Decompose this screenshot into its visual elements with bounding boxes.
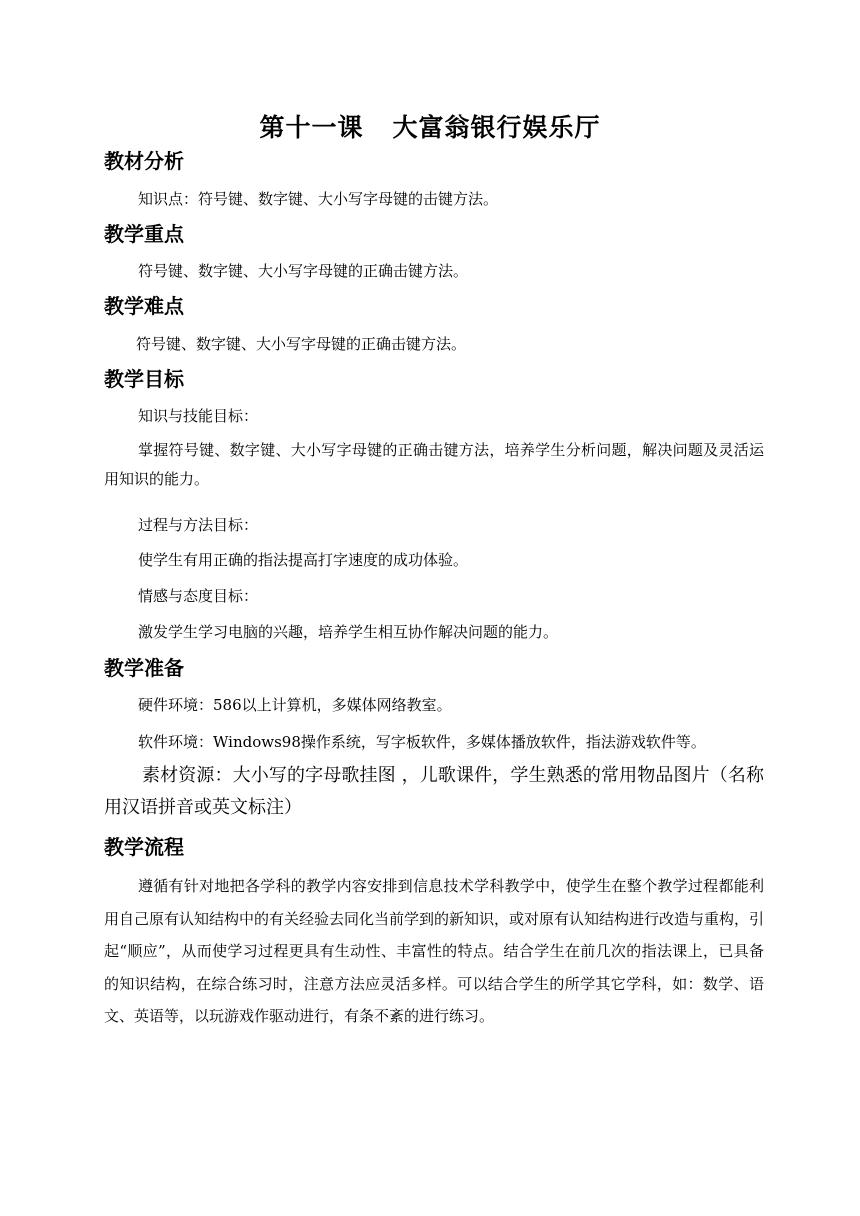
preparation-software: 软件环境：Windows98操作系统，写字板软件，多媒体播放软件，指法游戏软件等。 xyxy=(138,733,706,751)
key-points-text: 符号键、数字键、大小写字母键的正确击键方法。 xyxy=(138,262,469,280)
heading-flow: 教学流程 xyxy=(104,835,184,859)
goals-process-label: 过程与方法目标： xyxy=(138,516,259,534)
lesson-title: 第十一课 大富翁银行娱乐厅 xyxy=(259,113,601,142)
goals-knowledge-label: 知识与技能目标： xyxy=(138,407,259,425)
goals-knowledge-text: 掌握符号键、数字键、大小写字母键的正确击键方法，培养学生分析问题，解决问题及灵活运用知识的能力。 xyxy=(104,441,764,488)
analysis-text: 知识点：符号键、数字键、大小写字母键的击键方法。 xyxy=(138,190,499,208)
goals-emotion-label: 情感与态度目标： xyxy=(138,587,259,605)
heading-key-points: 教学重点 xyxy=(104,222,184,246)
goals-process-text: 使学生有用正确的指法提高打字速度的成功体验。 xyxy=(138,551,469,569)
preparation-materials: 素材资源：大小写的字母歌挂图 ，儿歌课件，学生熟悉的常用物品图片（名称用汉语拼音或英文标注） xyxy=(104,765,764,818)
heading-preparation: 教学准备 xyxy=(104,656,184,680)
flow-text: 遵循有针对地把各学科的教学内容安排到信息技术学科教学中，使学生在整个教学过程都能利用自己原有认知结构中的有关经验去同化当前学到的新知识，或对原有认知结构进行改造与重构，引起“顺应”，从而使学习过程更具有生动性、丰富性的特点。结合学生在前几次的指法课上，已具备的知识结构，在综合练习时，注意方法应灵活多样。可以结合学生的所学其它学科，如：数学、语文、英语等，以玩游戏作驱动进行，有条不紊的进行练习。 xyxy=(104,877,765,1025)
preparation-hardware: 硬件环境：586以上计算机，多媒体网络教室。 xyxy=(138,696,452,714)
heading-difficulties: 教学难点 xyxy=(104,294,184,318)
difficulties-text: 符号键、数字键、大小写字母键的正确击键方法。 xyxy=(136,335,467,353)
goals-emotion-text: 激发学生学习电脑的兴趣，培养学生相互协作解决问题的能力。 xyxy=(138,623,559,641)
heading-goals: 教学目标 xyxy=(104,367,184,391)
heading-analysis: 教材分析 xyxy=(104,149,184,173)
